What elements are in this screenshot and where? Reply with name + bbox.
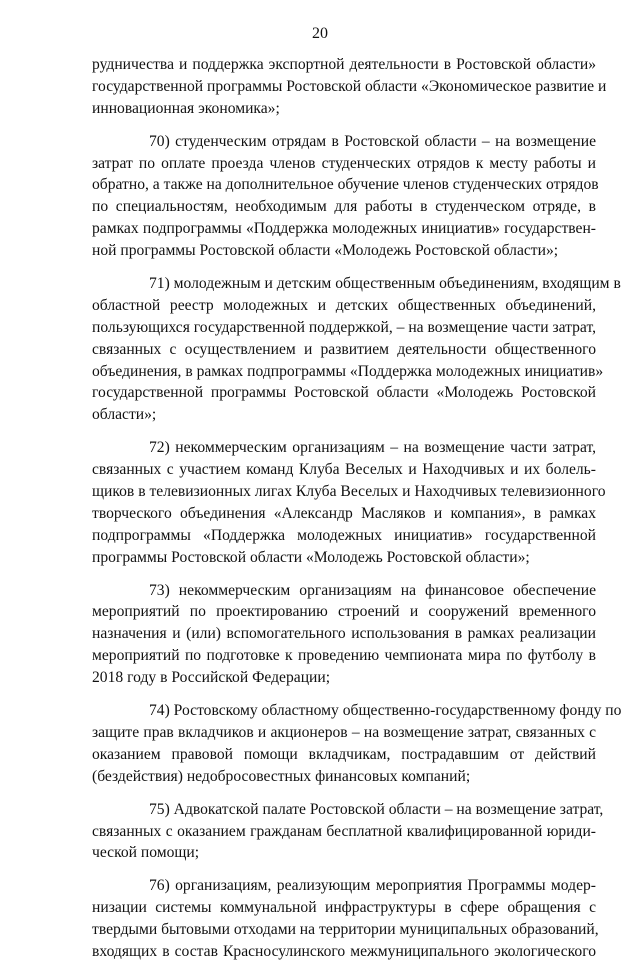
text-line: низации системы коммунальной инфраструктуры в сфере обращения с <box>92 899 596 917</box>
text-line: творческого объединения «Александр Масляков и компания», в рамках <box>92 504 596 522</box>
text-line: связанных с осуществлением и развитием деятельности общественного <box>92 340 596 358</box>
text-line: мероприятий по проектированию строений и сооружений временного <box>92 603 596 621</box>
text-line: защите прав вкладчиков и акционеров – на возмещение затрат, связанных с <box>92 723 596 741</box>
text-line: щиков в телевизионных лигах Клуба Веселых и Находчивых телевизионного <box>92 483 606 501</box>
paragraph-item-73 <box>92 580 596 689</box>
text-line: 76) организациям, реализующим мероприятия Программы модер- <box>149 877 596 895</box>
text-line: областной реестр молодежных и детских общественных объединений, <box>92 296 596 314</box>
text-line: пользующихся государственной поддержкой, – на возмещение части затрат, <box>92 318 596 336</box>
text-line: 70) студенческим отрядам в Ростовской области – на возмещение <box>149 132 596 150</box>
text-line: связанных с участием команд Клуба Веселых и Находчивых и их болель- <box>92 461 596 479</box>
text-line: обратно, а также на дополнительное обучение членов студенческих отрядов <box>92 176 599 194</box>
text-line: затрат по оплате проезда членов студенческих отрядов к месту работы и <box>92 154 596 172</box>
text-line: 75) Адвокатской палате Ростовской области – на возмещение затрат, <box>149 800 604 818</box>
text-line: рудничества и поддержка экспортной деятельности в Ростовской области» <box>92 56 596 73</box>
text-line: твердыми бытовыми отходами на территории муниципальных образований, <box>92 921 599 939</box>
paragraph-continuation <box>92 54 607 120</box>
document-body <box>92 54 622 963</box>
paragraph-item-70 <box>92 131 599 262</box>
paragraph-item-76 <box>92 875 599 963</box>
paragraph-item-74 <box>92 700 622 788</box>
text-line: 71) молодежным и детским общественным объединениям, входящим в <box>149 275 621 293</box>
text-line: назначения и (или) вспомогательного использования в рамках реализации <box>92 625 596 643</box>
text-line: инновационная экономика»; <box>92 99 280 117</box>
text-line: 72) некоммерческим организациям – на возмещение части затрат, <box>149 439 596 457</box>
text-line: 74) Ростовскому областному общественно-государственному фонду по <box>149 702 622 720</box>
text-line: государственной программы Ростовской области «Экономическое развитие и <box>92 77 607 95</box>
text-line: связанных с оказанием гражданам бесплатной квалифицированной юриди- <box>92 822 596 840</box>
text-line: мероприятий по подготовке к проведению чемпионата мира по футболу в <box>92 647 596 665</box>
text-line: (бездействия) недобросовестных финансовых компаний; <box>92 767 471 785</box>
text-line: оказанием правовой помощи вкладчикам, пострадавшим от действий <box>92 745 596 763</box>
text-line: ческой помощи; <box>92 844 200 862</box>
paragraph-item-75 <box>92 799 604 865</box>
text-line: ной программы Ростовской области «Молодежь Ростовской области»; <box>92 242 559 260</box>
text-line: по специальностям, необходимым для работы в студенческом отряде, в <box>92 198 596 216</box>
text-line: области»; <box>92 406 157 424</box>
paragraph-item-72 <box>92 437 606 568</box>
paragraph-item-71 <box>92 273 621 426</box>
text-line: объединения, в рамках подпрограммы «Поддержка молодежных инициатив» <box>92 362 604 380</box>
text-line: 73) некоммерческим организациям на финансовое обеспечение <box>149 581 596 599</box>
text-line: подпрограммы «Поддержка молодежных инициатив» государственной <box>92 526 596 544</box>
text-line: 2018 году в Российской Федерации; <box>92 669 331 687</box>
text-line: рамках подпрограммы «Поддержка молодежных инициатив» государствен- <box>92 220 596 238</box>
text-line: входящих в состав Красносулинского межмуниципального экологического <box>92 942 596 960</box>
text-line: программы Ростовской области «Молодежь Ростовской области»; <box>92 548 530 566</box>
text-line: государственной программы Ростовской области «Молодежь Ростовской <box>92 384 596 402</box>
page-number: 20 <box>312 25 328 42</box>
